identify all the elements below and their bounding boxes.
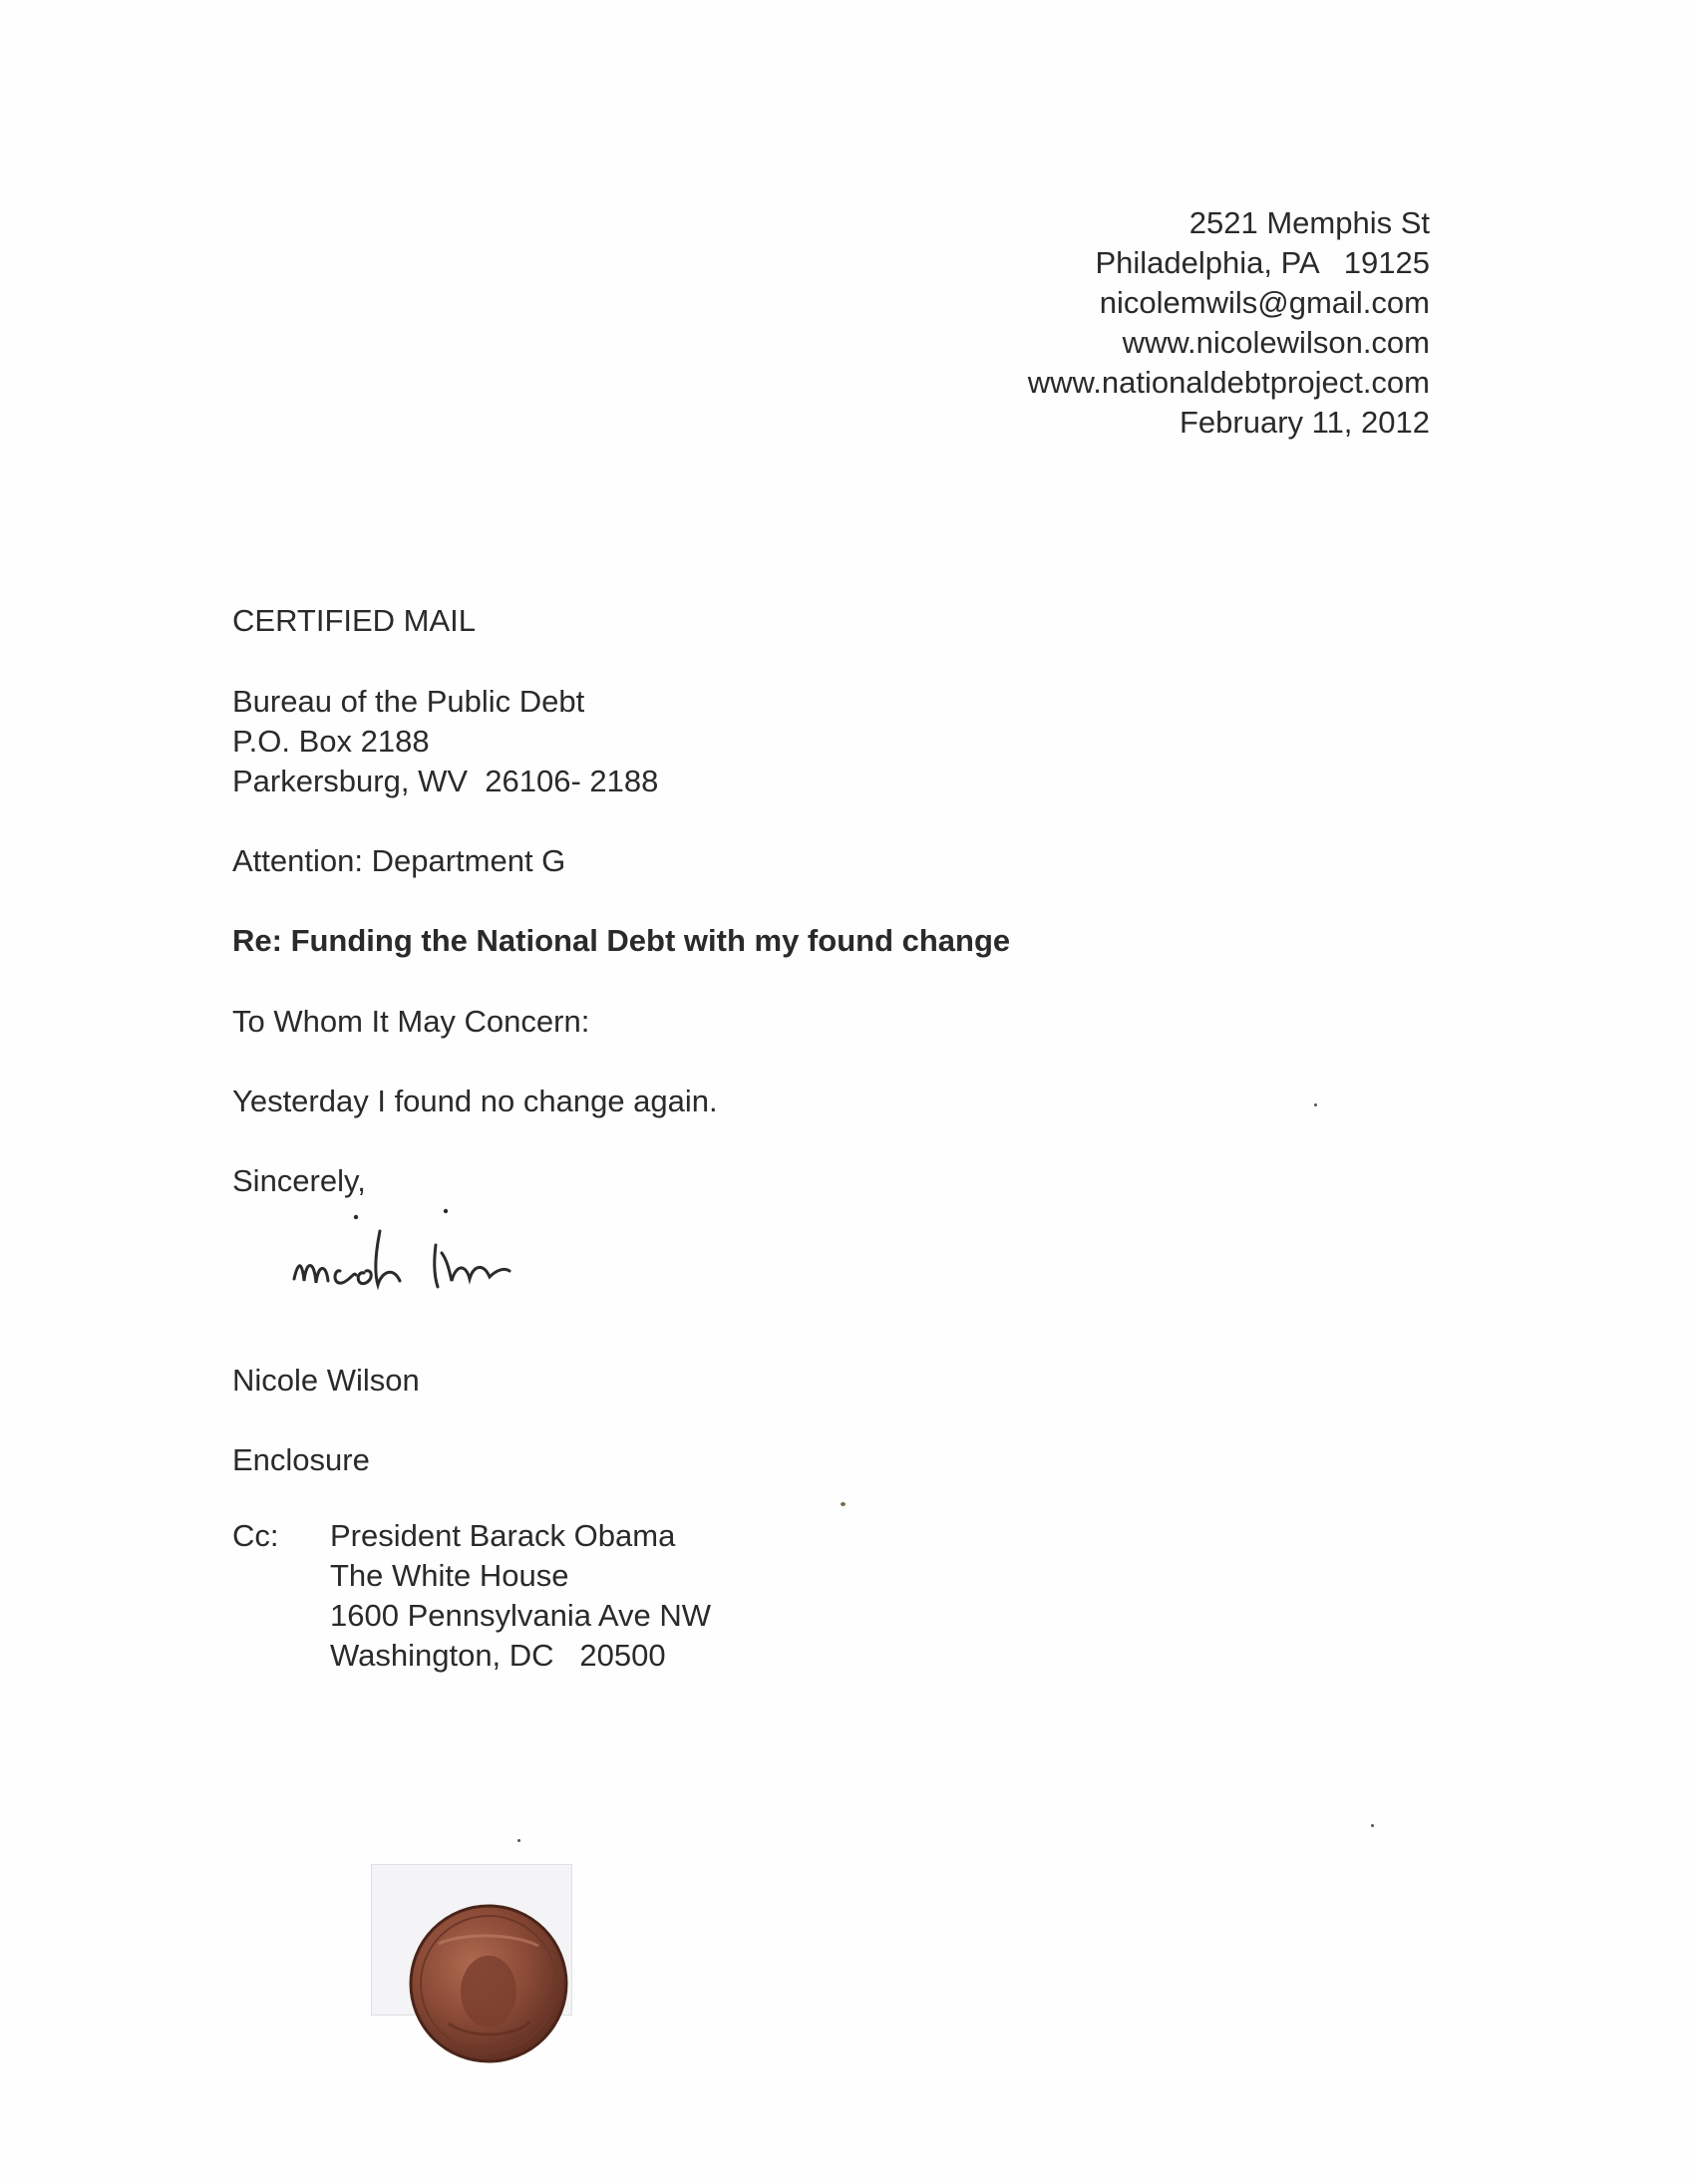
signer-name: Nicole Wilson (232, 1363, 420, 1398)
cc-street: 1600 Pennsylvania Ave NW (330, 1598, 711, 1633)
cc-city: Washington, DC 20500 (330, 1638, 666, 1673)
closing: Sincerely, (232, 1163, 366, 1198)
cc-name: President Barack Obama (330, 1518, 676, 1553)
enclosure-note: Enclosure (232, 1442, 370, 1477)
paper-speck (517, 1839, 520, 1842)
salutation: To Whom It May Concern: (232, 1004, 590, 1039)
sender-street: 2521 Memphis St (1188, 205, 1430, 240)
attention-line: Attention: Department G (232, 843, 566, 878)
sender-city: Philadelphia, PA 19125 (1095, 245, 1430, 280)
paper-speck (1371, 1824, 1374, 1827)
recipient-name: Bureau of the Public Debt (232, 684, 585, 719)
recipient-address-block (232, 682, 658, 801)
sender-email: nicolemwils@gmail.com (1099, 285, 1430, 320)
cc-address-block (330, 1516, 711, 1676)
sender-website-1: www.nicolewilson.com (1122, 325, 1430, 360)
recipient-box: P.O. Box 2188 (232, 724, 430, 759)
mailing-type: CERTIFIED MAIL (232, 603, 477, 638)
subject-line: Re: Funding the National Debt with my found change (232, 923, 1011, 958)
recipient-city: Parkersburg, WV 26106- 2188 (232, 764, 659, 798)
paper-speck (1314, 1103, 1317, 1106)
handwritten-signature (284, 1201, 623, 1321)
letter-body: Yesterday I found no change again. (232, 1084, 718, 1118)
penny-coin-image (379, 1874, 598, 2093)
letter-date: February 11, 2012 (1179, 405, 1430, 440)
cc-org: The White House (330, 1558, 569, 1593)
paper-speck (841, 1502, 846, 1506)
sender-website-2: www.nationaldebtproject.com (1027, 365, 1430, 400)
sender-address-block (1028, 203, 1430, 443)
cc-label: Cc: (232, 1518, 279, 1553)
